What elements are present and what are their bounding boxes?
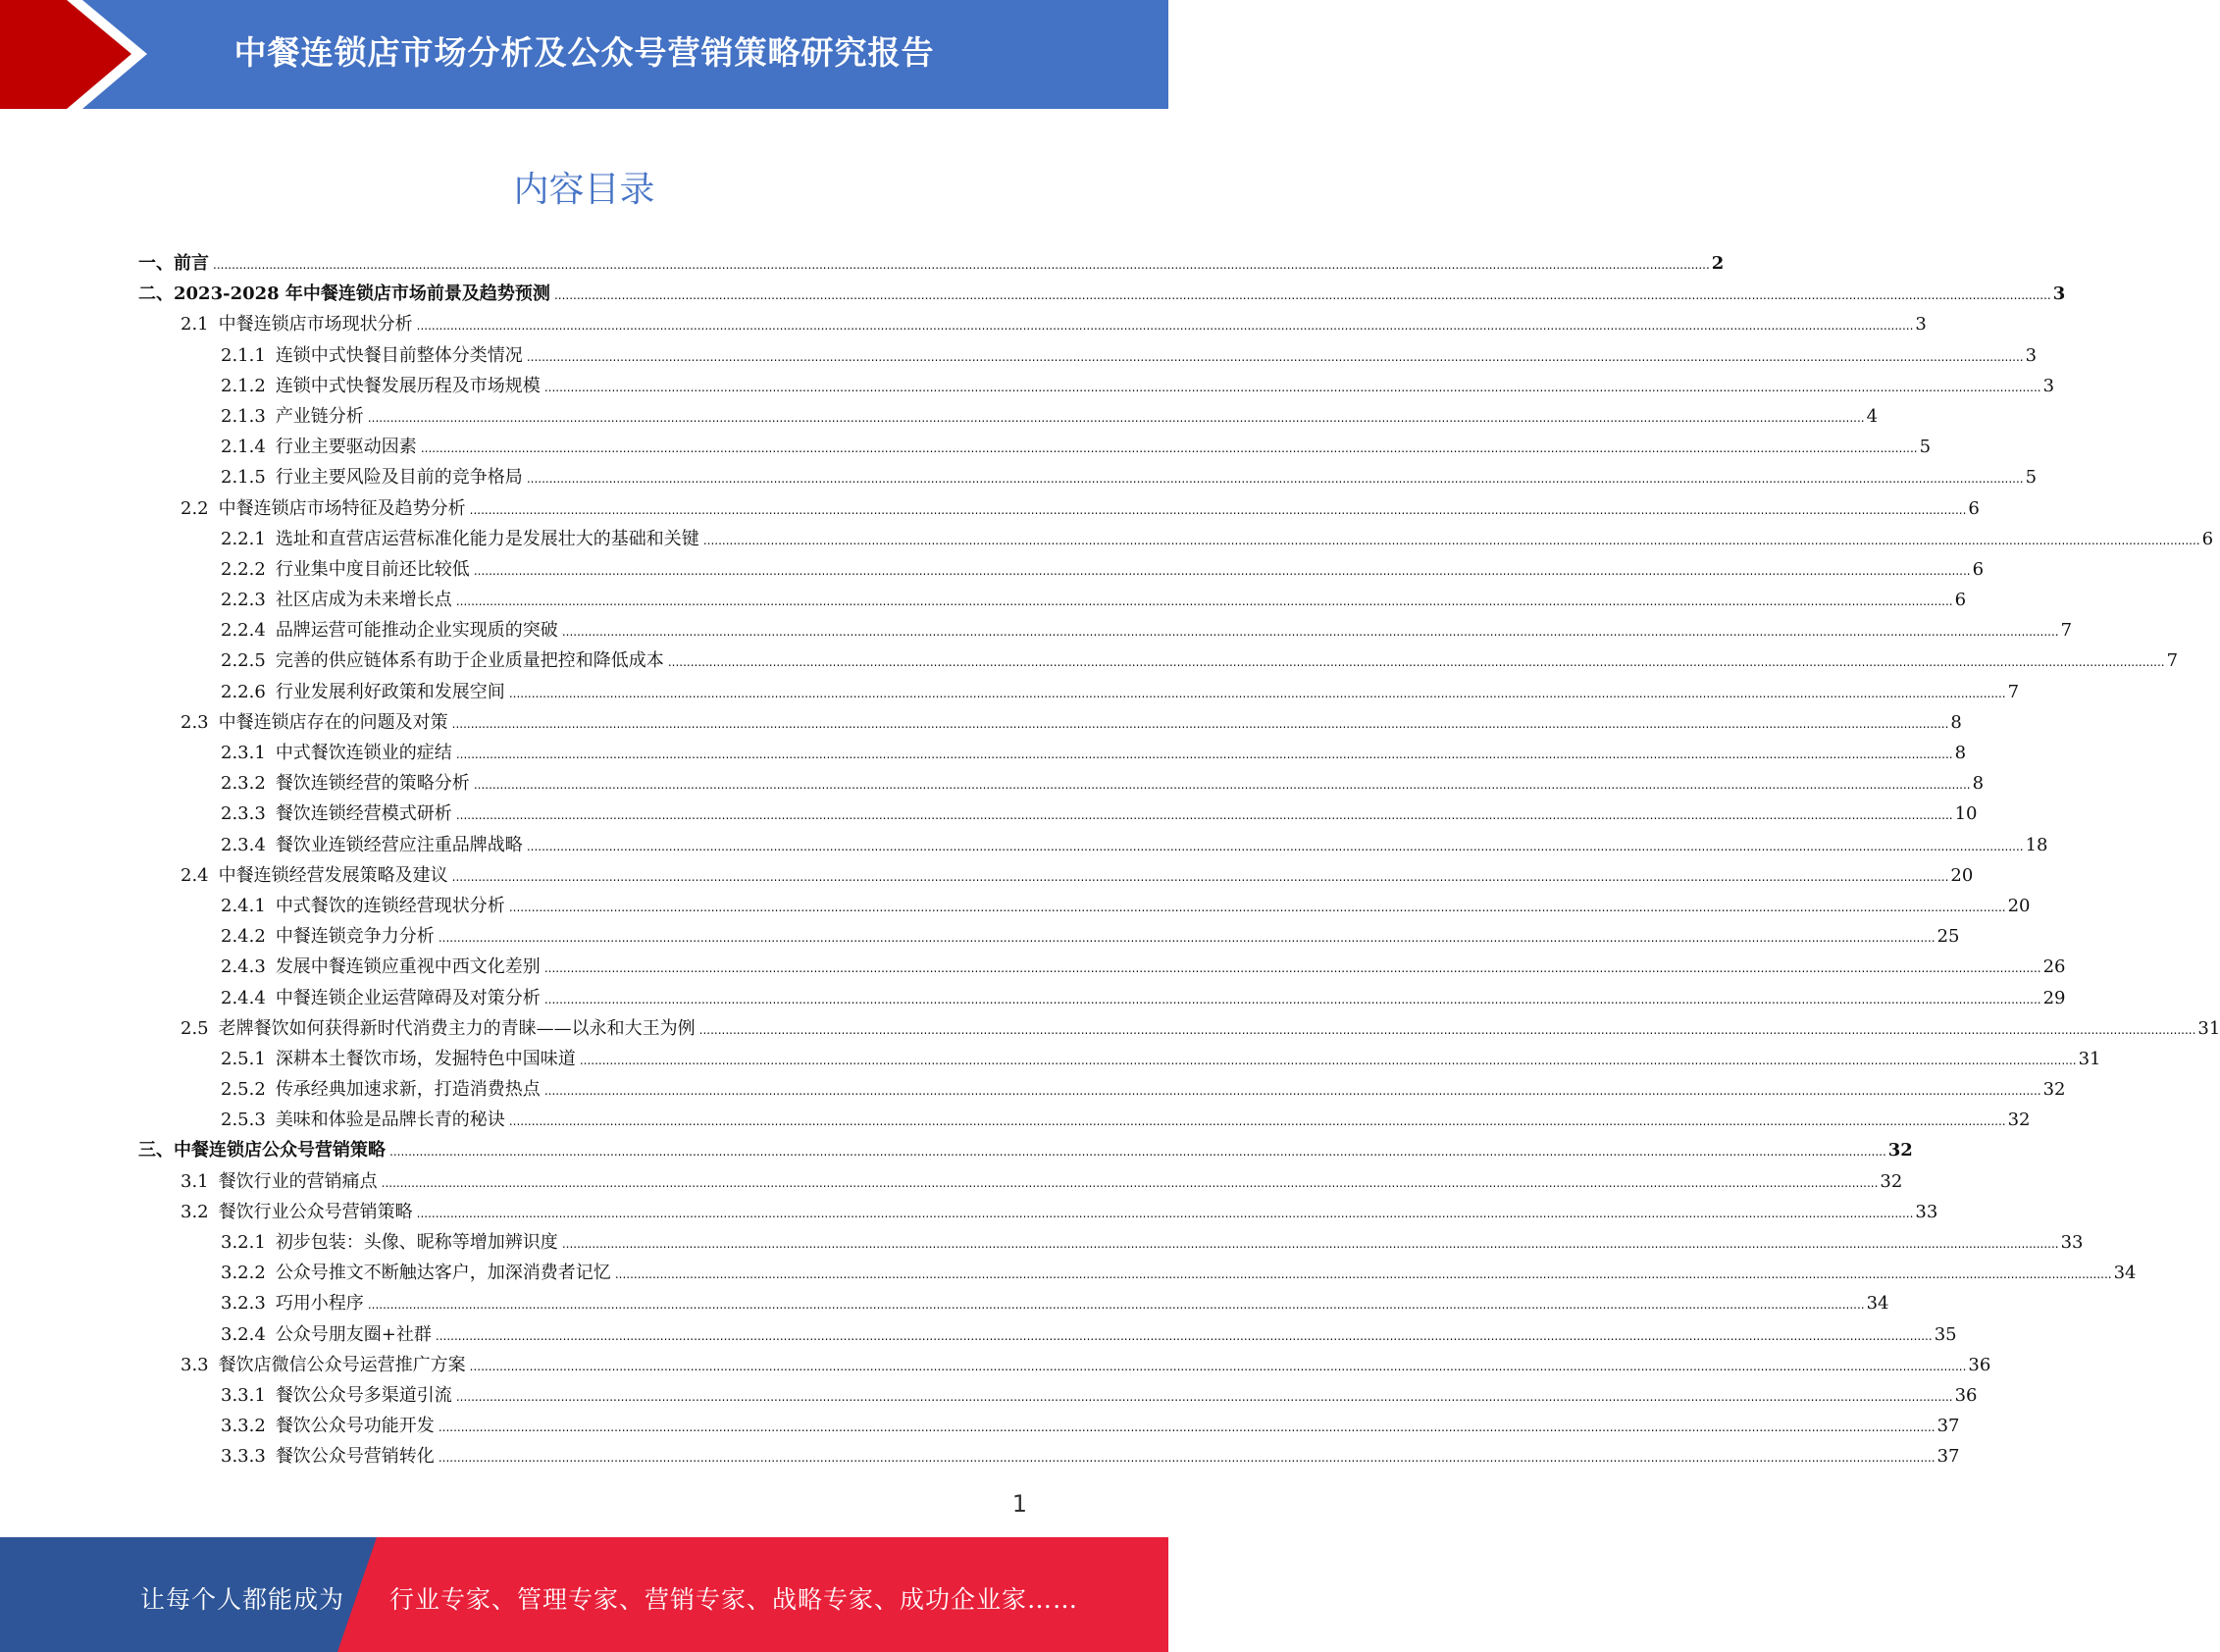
toc-entry[interactable] <box>138 1198 1938 1228</box>
toc-entry-title: 2023-2028 年中餐连锁店市场前景及趋势预测 <box>174 284 550 305</box>
toc-entry-title: 行业主要驱动因素 <box>275 437 417 458</box>
toc-entry-number: 2.4 <box>181 864 209 886</box>
toc-entry-title: 中餐连锁竞争力分析 <box>275 926 435 948</box>
toc-entry[interactable] <box>138 555 1985 586</box>
toc-entry-title: 美味和体验是品牌长青的秘诀 <box>275 1110 505 1131</box>
toc-entry-page: 32 <box>2042 1079 2066 1101</box>
toc-entry-page: 6 <box>2201 528 2214 549</box>
toc-entry-title: 行业主要风险及目前的竞争格局 <box>275 467 523 489</box>
toc-dot-leader: ................................................................................................................................................................................................................................................................................................................................................................................................................ <box>455 1389 1953 1404</box>
toc-entry-page: 8 <box>1972 773 1985 795</box>
toc-entry-page: 37 <box>1936 1416 1960 1437</box>
toc-entry-number: 3.1 <box>181 1170 209 1192</box>
toc-entry-number: 2.4.2 <box>221 926 266 948</box>
toc-entry-title: 行业发展利好政策和发展空间 <box>275 681 505 702</box>
toc-entry-page: 31 <box>2197 1017 2220 1039</box>
toc-entry-page: 18 <box>2025 834 2048 855</box>
toc-dot-leader: ................................................................................................................................................................................................................................................................................................................................................................................................................ <box>561 625 2059 640</box>
toc-dot-leader: ................................................................................................................................................................................................................................................................................................................................................................................................................ <box>416 319 1914 334</box>
toc-entry-page: 7 <box>2007 681 2020 702</box>
toc-entry[interactable] <box>138 984 2066 1014</box>
toc-entry[interactable] <box>138 1412 1960 1442</box>
toc-entry[interactable] <box>138 402 1879 433</box>
toc-dot-leader: ................................................................................................................................................................................................................................................................................................................................................................................................................ <box>469 1359 1967 1373</box>
toc-entry-number: 一、 <box>138 253 174 274</box>
toc-dot-leader: ................................................................................................................................................................................................................................................................................................................................................................................................................ <box>543 961 2041 976</box>
toc-entry-number: 2.2.6 <box>221 681 266 702</box>
toc-entry-page: 29 <box>2042 987 2066 1008</box>
toc-entry-number: 3.3.2 <box>221 1416 266 1437</box>
toc-entry[interactable] <box>138 372 2055 402</box>
toc-dot-leader: ................................................................................................................................................................................................................................................................................................................................................................................................................ <box>579 1053 2077 1067</box>
toc-entry-page: 3 <box>1915 314 1927 336</box>
toc-entry-title: 公众号朋友圈+社群 <box>275 1323 432 1345</box>
page-number: 1 <box>1011 1490 1027 1518</box>
toc-entry[interactable] <box>138 831 2048 861</box>
toc-entry-number: 2.4.3 <box>221 956 266 978</box>
toc-entry-title: 餐饮公众号多渠道引流 <box>275 1384 452 1406</box>
toc-entry-number: 2.2.3 <box>221 590 266 611</box>
toc-entry[interactable] <box>138 1014 2220 1045</box>
toc-entry-page: 7 <box>2060 620 2073 642</box>
toc-entry-page: 5 <box>1919 437 1932 458</box>
toc-dot-leader: ................................................................................................................................................................................................................................................................................................................................................................................................................ <box>508 900 2006 914</box>
toc-entry-number: 3.3 <box>181 1354 209 1375</box>
toc-entry-page: 2 <box>1711 253 1725 274</box>
toc-entry-title: 餐饮店微信公众号运营推广方案 <box>218 1354 466 1375</box>
toc-entry-number: 2.4.4 <box>221 987 266 1008</box>
toc-dot-leader: ................................................................................................................................................................................................................................................................................................................................................................................................................ <box>469 502 1967 517</box>
toc-entry-page: 3 <box>2042 375 2055 396</box>
toc-entry-title: 传承经典加速求新，打造消费热点 <box>275 1079 541 1101</box>
toc-entry-number: 2.2.1 <box>221 528 266 549</box>
toc-entry[interactable] <box>138 463 2038 493</box>
toc-dot-leader: ................................................................................................................................................................................................................................................................................................................................................................................................................ <box>381 1175 1879 1190</box>
toc-entry-page: 31 <box>2078 1048 2101 1069</box>
toc-entry[interactable] <box>138 249 1725 280</box>
toc-entry-page: 8 <box>1950 711 1962 733</box>
toc-entry-title: 中餐连锁经营发展策略及建议 <box>218 864 448 886</box>
toc-entry[interactable] <box>138 922 1960 953</box>
toc-entry[interactable] <box>138 892 2031 922</box>
toc-entry-number: 3.2.4 <box>221 1323 266 1345</box>
toc-entry-title: 巧用小程序 <box>275 1293 364 1315</box>
toc-entry-page: 32 <box>1880 1170 1903 1192</box>
toc-entry-title: 中式餐饮连锁业的症结 <box>275 743 452 763</box>
toc-dot-leader: ................................................................................................................................................................................................................................................................................................................................................................................................................ <box>526 349 2024 364</box>
toc-dot-leader: ................................................................................................................................................................................................................................................................................................................................................................................................................ <box>438 1451 1936 1466</box>
toc-entry-page: 20 <box>1950 864 1974 886</box>
toc-dot-leader: ................................................................................................................................................................................................................................................................................................................................................................................................................ <box>508 1114 2006 1129</box>
toc-entry-page: 6 <box>1968 497 1980 519</box>
toc-entry[interactable] <box>138 708 1962 739</box>
toc-entry-page: 35 <box>1934 1323 1957 1345</box>
toc-entry-number: 2.4.1 <box>221 895 266 916</box>
toc-entry[interactable] <box>138 1381 1978 1412</box>
toc-entry-page: 33 <box>1915 1201 1938 1222</box>
toc-entry[interactable] <box>138 525 2214 555</box>
toc-entry-number: 3.2.2 <box>221 1263 266 1284</box>
toc-dot-leader: ................................................................................................................................................................................................................................................................................................................................................................................................................ <box>543 992 2041 1007</box>
toc-entry-number: 2.1.2 <box>221 375 266 396</box>
toc-entry-number: 3.2.1 <box>221 1232 266 1253</box>
toc-entry[interactable] <box>138 678 2020 708</box>
toc-entry-title: 产业链分析 <box>275 405 364 427</box>
toc-entry[interactable] <box>138 861 1974 892</box>
toc-entry-title: 中餐连锁店市场特征及趋势分析 <box>218 497 466 519</box>
footer-slogan-left: 让每个人都能成为 <box>140 1585 345 1614</box>
toc-dot-leader: ................................................................................................................................................................................................................................................................................................................................................................................................................ <box>367 1298 1865 1313</box>
toc-entry-title: 餐饮业连锁经营应注重品牌战略 <box>275 834 523 855</box>
toc-entry-number: 2.2 <box>181 497 209 519</box>
toc-entry-title: 餐饮行业公众号营销策略 <box>218 1201 413 1222</box>
toc-entry-page: 25 <box>1936 926 1960 948</box>
toc-entry-page: 32 <box>2007 1110 2031 1131</box>
toc-entry-number: 2.2.5 <box>221 650 266 672</box>
toc-dot-leader: ................................................................................................................................................................................................................................................................................................................................................................................................................ <box>455 594 1953 609</box>
toc-entry-title: 行业集中度目前还比较低 <box>275 558 470 580</box>
toc-entry-title: 中式餐饮的连锁经营现状分析 <box>275 895 505 916</box>
toc-entry[interactable] <box>138 616 2073 646</box>
toc-entry[interactable] <box>138 280 2066 310</box>
toc-entry-page: 8 <box>1954 743 1967 763</box>
toc-entry-title: 中餐连锁店存在的问题及对策 <box>218 711 448 733</box>
toc-entry[interactable] <box>138 310 1927 340</box>
toc-dot-leader: ................................................................................................................................................................................................................................................................................................................................................................................................................ <box>508 686 2006 700</box>
toc-dot-leader: ................................................................................................................................................................................................................................................................................................................................................................................................................ <box>420 441 1918 456</box>
toc-entry-number: 2.2.2 <box>221 558 266 580</box>
toc-entry[interactable] <box>138 1351 1991 1381</box>
toc-entry-title: 品牌运营可能推动企业实现质的突破 <box>275 620 558 642</box>
toc-dot-leader: ................................................................................................................................................................................................................................................................................................................................................................................................................ <box>213 258 1710 272</box>
toc-entry-title: 中餐连锁企业运营障碍及对策分析 <box>275 987 541 1008</box>
toc-entry-number: 2.1.3 <box>221 405 266 427</box>
toc-entry-page: 3 <box>2052 284 2066 305</box>
toc-entry[interactable] <box>138 341 2038 372</box>
toc-entry-page: 33 <box>2060 1232 2084 1253</box>
toc-entry-page: 4 <box>1866 405 1879 427</box>
toc-entry-page: 34 <box>1866 1293 1889 1315</box>
toc-entry[interactable] <box>138 586 1967 616</box>
toc-entry[interactable] <box>138 1228 2084 1259</box>
toc-entry-number: 2.3.1 <box>221 743 266 763</box>
toc-entry-page: 34 <box>2113 1263 2137 1284</box>
toc-entry[interactable] <box>138 1442 1960 1472</box>
toc-dot-leader: ................................................................................................................................................................................................................................................................................................................................................................................................................ <box>438 1420 1936 1435</box>
toc-entry-page: 10 <box>1954 803 1978 825</box>
toc-entry-number: 2.1 <box>181 314 209 336</box>
toc-entry-title: 前言 <box>174 253 209 274</box>
header-arrow-decoration <box>0 0 157 109</box>
toc-entry-title: 餐饮行业的营销痛点 <box>218 1170 378 1192</box>
toc-dot-leader: ................................................................................................................................................................................................................................................................................................................................................................................................................ <box>455 808 1953 823</box>
toc-entry[interactable] <box>138 646 2179 677</box>
toc-entry-page: 36 <box>1968 1354 1991 1375</box>
toc-entry-page: 6 <box>1954 590 1967 611</box>
toc-entry[interactable] <box>138 494 1980 525</box>
report-title: 中餐连锁店市场分析及公众号营销策略研究报告 <box>233 33 935 72</box>
toc-entry-page: 36 <box>1954 1384 1978 1406</box>
toc-entry[interactable] <box>138 1167 1903 1198</box>
toc-entry-number: 3.2 <box>181 1201 209 1222</box>
toc-entry-title: 社区店成为未来增长点 <box>275 590 452 611</box>
toc-dot-leader: ................................................................................................................................................................................................................................................................................................................................................................................................................ <box>435 1328 1933 1343</box>
toc-entry-number: 2.5.1 <box>221 1048 266 1069</box>
toc-entry-page: 6 <box>1972 558 1985 580</box>
toc-entry-title: 餐饮连锁经营模式研析 <box>275 803 452 825</box>
toc-entry-number: 3.3.1 <box>221 1384 266 1406</box>
toc-entry-title: 连锁中式快餐发展历程及市场规模 <box>275 375 541 396</box>
toc-entry-page: 26 <box>2042 956 2066 978</box>
toc-entry[interactable] <box>138 433 1932 463</box>
toc-entry-title: 中餐连锁店公众号营销策略 <box>174 1140 386 1162</box>
toc-dot-leader: ................................................................................................................................................................................................................................................................................................................................................................................................................ <box>451 716 1949 731</box>
toc-entry-number: 3.2.3 <box>221 1293 266 1315</box>
toc-dot-leader: ................................................................................................................................................................................................................................................................................................................................................................................................................ <box>614 1267 2112 1282</box>
toc-entry-title: 老牌餐饮如何获得新时代消费主力的青睐——以永和大王为例 <box>218 1017 696 1039</box>
toc-entry-title: 初步包装：头像、昵称等增加辨识度 <box>275 1232 558 1253</box>
toc-dot-leader: ................................................................................................................................................................................................................................................................................................................................................................................................................ <box>698 1022 2196 1037</box>
toc-dot-leader: ................................................................................................................................................................................................................................................................................................................................................................................................................ <box>526 472 2024 487</box>
toc-entry-page: 37 <box>1936 1446 1960 1468</box>
toc-entry[interactable] <box>138 800 1978 830</box>
toc-entry-number: 3.3.3 <box>221 1446 266 1468</box>
toc-entry[interactable] <box>138 1136 1913 1166</box>
toc-entry[interactable] <box>138 1075 2066 1106</box>
footer-banner <box>0 1537 1168 1652</box>
toc-entry-number: 二、 <box>138 284 174 305</box>
toc-dot-leader: ................................................................................................................................................................................................................................................................................................................................................................................................................ <box>561 1237 2059 1251</box>
toc-entry-number: 2.3.3 <box>221 803 266 825</box>
toc-dot-leader: ................................................................................................................................................................................................................................................................................................................................................................................................................ <box>473 563 1971 578</box>
toc-entry[interactable] <box>138 769 1985 800</box>
toc-dot-leader: ................................................................................................................................................................................................................................................................................................................................................................................................................ <box>543 380 2041 394</box>
toc-entry-number: 2.5 <box>181 1017 209 1039</box>
toc-entry-page: 3 <box>2025 344 2038 366</box>
toc-entry-title: 连锁中式快餐目前整体分类情况 <box>275 344 523 366</box>
toc-entry-title: 餐饮连锁经营的策略分析 <box>275 773 470 795</box>
toc-entry-number: 2.1.5 <box>221 467 266 489</box>
toc-entry-page: 32 <box>1887 1140 1913 1162</box>
toc-dot-leader: ................................................................................................................................................................................................................................................................................................................................................................................................................ <box>702 533 2200 547</box>
footer-slogan-right: 行业专家、管理专家、营销专家、战略专家、成功企业家…… <box>389 1585 1079 1614</box>
toc-dot-leader: ................................................................................................................................................................................................................................................................................................................................................................................................................ <box>367 410 1865 425</box>
toc-entry[interactable] <box>138 739 1967 769</box>
toc-entry-title: 中餐连锁店市场现状分析 <box>218 314 413 336</box>
toc-entry-title: 选址和直营店运营标准化能力是发展壮大的基础和关键 <box>275 528 699 549</box>
toc-entry[interactable] <box>138 1045 2101 1075</box>
toc-dot-leader: ................................................................................................................................................................................................................................................................................................................................................................................................................ <box>438 931 1936 946</box>
toc-entry-number: 2.1.4 <box>221 437 266 458</box>
toc-entry-number: 2.5.3 <box>221 1110 266 1131</box>
toc-entry-page: 5 <box>2025 467 2038 489</box>
header-banner <box>0 0 1168 109</box>
toc-entry-number: 三、 <box>138 1140 174 1162</box>
toc-entry-number: 2.1.1 <box>221 344 266 366</box>
toc-entry[interactable] <box>138 953 2066 983</box>
toc-entry-title: 餐饮公众号营销转化 <box>275 1446 435 1468</box>
toc-dot-leader: ................................................................................................................................................................................................................................................................................................................................................................................................................ <box>416 1206 1914 1220</box>
toc-entry-page: 7 <box>2166 650 2179 672</box>
toc-entry-number: 2.3 <box>181 711 209 733</box>
toc-entry[interactable] <box>138 1320 1957 1351</box>
toc-entry-number: 2.2.4 <box>221 620 266 642</box>
toc-entry-number: 2.3.4 <box>221 834 266 855</box>
toc-entry-title: 餐饮公众号功能开发 <box>275 1416 435 1437</box>
toc-dot-leader: ................................................................................................................................................................................................................................................................................................................................................................................................................ <box>389 1145 1886 1160</box>
toc-dot-leader: ................................................................................................................................................................................................................................................................................................................................................................................................................ <box>543 1084 2041 1099</box>
toc-dot-leader: ................................................................................................................................................................................................................................................................................................................................................................................................................ <box>451 869 1949 884</box>
toc-entry[interactable] <box>138 1259 2137 1289</box>
toc-entry-title: 公众号推文不断触达客户，加深消费者记忆 <box>275 1263 611 1284</box>
toc-entry[interactable] <box>138 1106 2031 1136</box>
toc-dot-leader: ................................................................................................................................................................................................................................................................................................................................................................................................................ <box>667 655 2165 670</box>
toc-entry-number: 2.5.2 <box>221 1079 266 1101</box>
toc-dot-leader: ................................................................................................................................................................................................................................................................................................................................................................................................................ <box>526 839 2024 853</box>
toc-heading: 内容目录 <box>513 170 655 210</box>
table-of-contents <box>138 249 2220 1473</box>
toc-entry-number: 2.3.2 <box>221 773 266 795</box>
toc-dot-leader: ................................................................................................................................................................................................................................................................................................................................................................................................................ <box>473 778 1971 793</box>
toc-entry-title: 深耕本土餐饮市场，发掘特色中国味道 <box>275 1048 576 1069</box>
toc-entry[interactable] <box>138 1289 1889 1319</box>
toc-entry-title: 发展中餐连锁应重视中西文化差别 <box>275 956 541 978</box>
toc-dot-leader: ................................................................................................................................................................................................................................................................................................................................................................................................................ <box>455 748 1953 761</box>
toc-entry-page: 20 <box>2007 895 2031 916</box>
toc-dot-leader: ................................................................................................................................................................................................................................................................................................................................................................................................................ <box>553 288 2051 303</box>
toc-entry-title: 完善的供应链体系有助于企业质量把控和降低成本 <box>275 650 664 672</box>
